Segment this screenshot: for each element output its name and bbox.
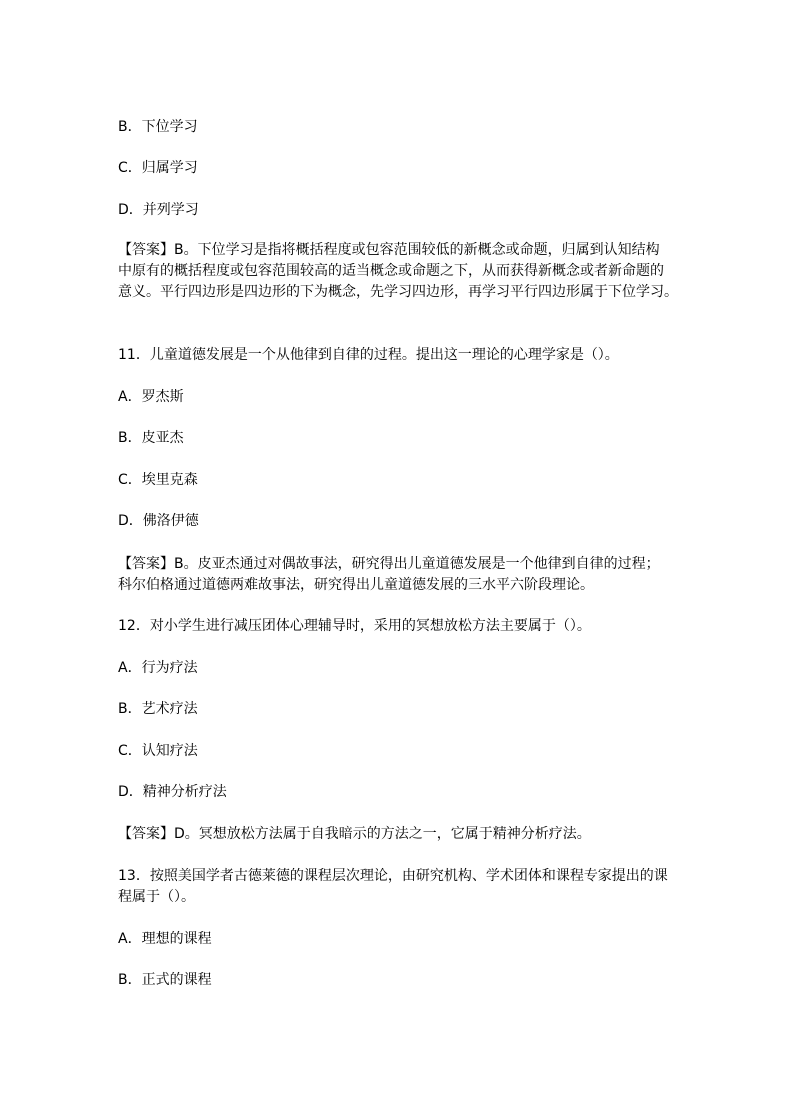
answer-line: 意义。平行四边形是四边形的下为概念，先学习四边形，再学习平行四边形属于下位学习。: [118, 284, 678, 300]
q10-option-c: C．归属学习: [118, 160, 198, 176]
q12-stem: 12．对小学生进行减压团体心理辅导时，采用的冥想放松方法主要属于（）。: [118, 618, 591, 634]
q11-option-a: A．罗杰斯: [118, 389, 184, 405]
answer-line: 【答案】B。下位学习是指将概括程度或包容范围较低的新概念或命题，归属到认知结构: [118, 242, 660, 258]
q13-option-a: A．理想的课程: [118, 931, 212, 947]
stem-line: 程属于（）。: [118, 889, 195, 905]
q11-option-c: C．埃里克森: [118, 472, 198, 488]
q11-option-b: B．皮亚杰: [118, 430, 184, 446]
q10-option-d: D．并列学习: [118, 202, 199, 218]
answer-line: 科尔伯格通过道德两难故事法，研究得出儿童道德发展的三水平六阶段理论。: [118, 577, 594, 593]
answer-line: 中原有的概括程度或包容范围较高的适当概念或命题之下，从而获得新概念或者新命题的: [118, 263, 664, 279]
q12-option-a: A．行为疗法: [118, 660, 198, 676]
q11-stem: 11．儿童道德发展是一个从他律到自律的过程。提出这一理论的心理学家是（）。: [118, 347, 619, 363]
q10-answer: [118, 240, 678, 303]
q12-option-b: B．艺术疗法: [118, 701, 198, 717]
q13-stem: [118, 866, 668, 908]
q12-option-d: D．精神分析疗法: [118, 784, 227, 800]
q12-option-c: C．认知疗法: [118, 743, 198, 759]
q13-option-b: B．正式的课程: [118, 972, 212, 988]
answer-line: 【答案】B。皮亚杰通过对偶故事法，研究得出儿童道德发展是一个他律到自律的过程；: [118, 556, 660, 572]
q11-option-d: D．佛洛伊德: [118, 513, 199, 529]
answer-line: 【答案】D。冥想放松方法属于自我暗示的方法之一，它属于精神分析疗法。: [118, 826, 591, 842]
q11-answer: [118, 554, 660, 596]
q12-answer: [118, 824, 591, 845]
stem-line: 13．按照美国学者古德莱德的课程层次理论，由研究机构、学术团体和课程专家提出的课: [118, 868, 668, 884]
q10-option-b: B．下位学习: [118, 119, 198, 135]
